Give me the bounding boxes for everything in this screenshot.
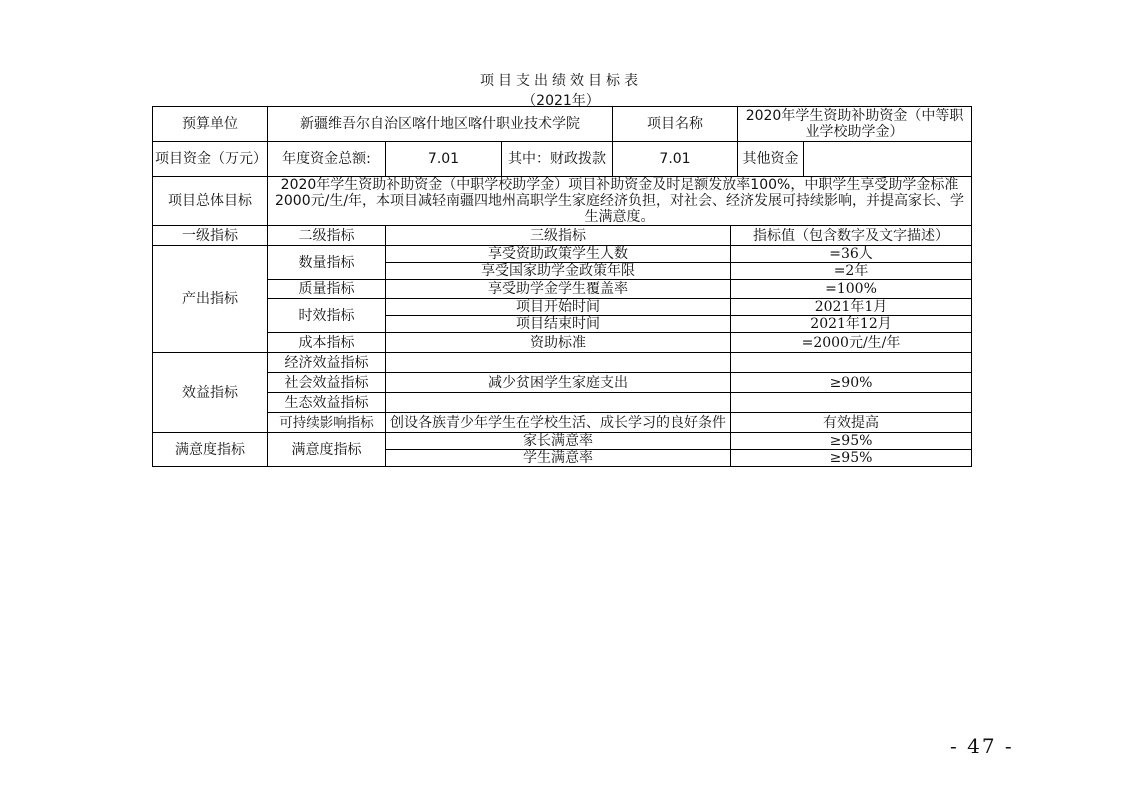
indicator-cell: 享受资助政策学生人数	[386, 246, 731, 263]
other-funds-value	[804, 142, 972, 177]
annual-funds-label: 年度资金总额:	[268, 142, 386, 177]
overall-goal-label: 项目总体目标	[153, 177, 268, 226]
indicator-cell: 家长满意率	[386, 433, 731, 450]
budget-unit-label: 预算单位	[153, 107, 268, 142]
level2-social: 社会效益指标	[268, 373, 386, 393]
level1-satisfaction: 满意度指标	[153, 433, 268, 467]
value-cell: 有效提高	[731, 413, 972, 433]
table-title: 项目支出绩效目标表	[480, 73, 642, 89]
table-year: （2021年）	[522, 93, 600, 109]
indicator-cell	[386, 353, 731, 373]
fiscal-funds-label: 其中：财政拨款	[502, 142, 613, 177]
other-funds-label: 其他资金	[738, 142, 804, 177]
level1-benefit: 效益指标	[153, 353, 268, 433]
value-cell: ≥95%	[731, 433, 972, 450]
header-level2: 二级指标	[268, 226, 386, 246]
indicator-cell: 资助标准	[386, 333, 731, 353]
indicator-cell: 创设各族青少年学生在学校生活、成长学习的良好条件	[386, 413, 731, 433]
annual-funds-value: 7.01	[386, 142, 502, 177]
level2-ecological: 生态效益指标	[268, 393, 386, 413]
level2-quantity: 数量指标	[268, 246, 386, 280]
budget-unit-value: 新疆维吾尔自治区喀什地区喀什职业技术学院	[268, 107, 613, 142]
project-funds-label: 项目资金（万元）	[153, 142, 268, 177]
value-cell: 2021年1月	[731, 299, 972, 316]
value-cell: ≥95%	[731, 450, 972, 467]
value-cell	[731, 353, 972, 373]
header-level1: 一级指标	[153, 226, 268, 246]
indicator-cell: 享受助学金学生覆盖率	[386, 280, 731, 299]
header-level3: 三级指标	[386, 226, 731, 246]
level2-sustainable: 可持续影响指标	[268, 413, 386, 433]
level1-output: 产出指标	[153, 246, 268, 353]
level2-quality: 质量指标	[268, 280, 386, 299]
value-cell: 2021年12月	[731, 316, 972, 333]
level2-economic: 经济效益指标	[268, 353, 386, 373]
indicator-cell	[386, 393, 731, 413]
value-cell: =36人	[731, 246, 972, 263]
project-name-label: 项目名称	[613, 107, 738, 142]
overall-goal-text: 2020年学生资助补助资金（中职学校助学金）项目补助资金及时足额发放率100%，中职学生享受助学金标准2000元/生/年，本项目减轻南疆四地州高职学生家庭经济负担，对社会、经济发展可持续影响，并提高家长、学生满意度。	[268, 177, 972, 226]
level2-satisfaction: 满意度指标	[268, 433, 386, 467]
value-cell: =2年	[731, 263, 972, 280]
indicator-cell: 项目开始时间	[386, 299, 731, 316]
fiscal-funds-value: 7.01	[613, 142, 738, 177]
indicator-cell: 项目结束时间	[386, 316, 731, 333]
value-cell: ≥90%	[731, 373, 972, 393]
header-value: 指标值（包含数字及文字描述）	[731, 226, 972, 246]
level2-timeliness: 时效指标	[268, 299, 386, 333]
indicator-cell: 享受国家助学金政策年限	[386, 263, 731, 280]
performance-target-table	[152, 106, 972, 467]
indicator-cell: 学生满意率	[386, 450, 731, 467]
value-cell: =2000元/生/年	[731, 333, 972, 353]
indicator-cell: 减少贫困学生家庭支出	[386, 373, 731, 393]
level2-cost: 成本指标	[268, 333, 386, 353]
value-cell: =100%	[731, 280, 972, 299]
value-cell	[731, 393, 972, 413]
project-name-value: 2020年学生资助补助资金（中等职业学校助学金）	[738, 107, 972, 142]
page-number: - 47 -	[950, 734, 1014, 758]
